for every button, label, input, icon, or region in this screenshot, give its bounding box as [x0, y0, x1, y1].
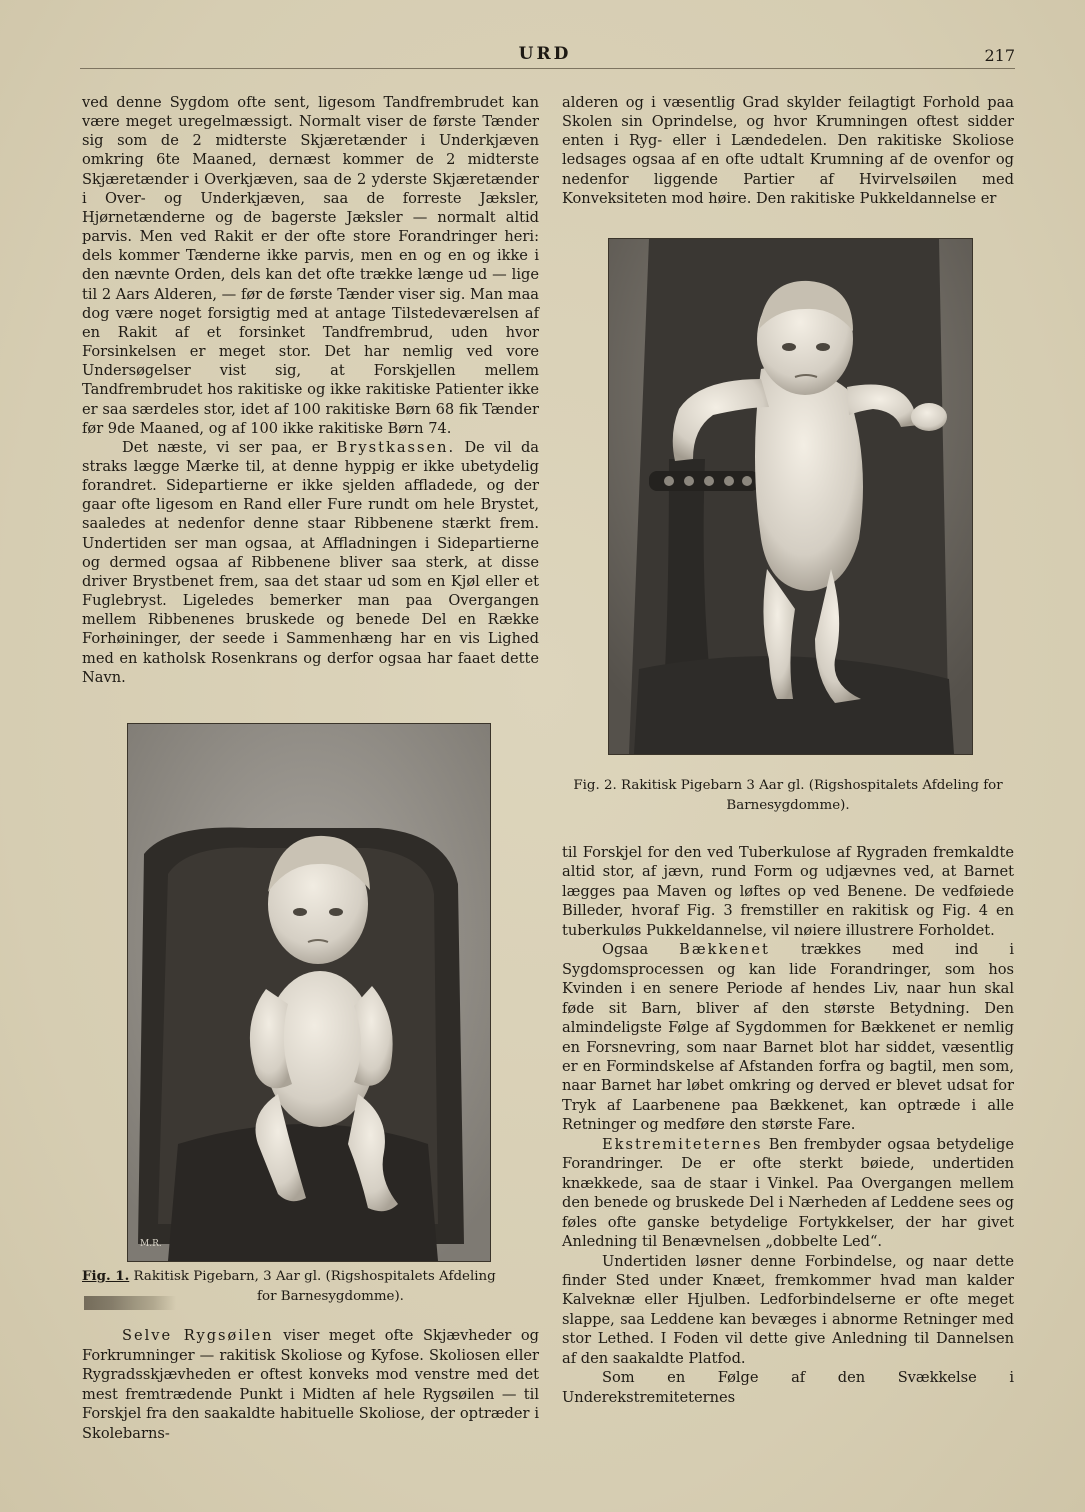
paragraph-brystkassen — [82, 438, 539, 687]
spaced-term-baekkenet: Bækkenet — [679, 941, 770, 959]
paragraph-teeth: ved denne Sygdom ofte sent, ligesom Tandfrembrudet kan være meget uregelmæssigt. Normalt viser de første Tænder sig som de 2 midterste Skjæretænder i Underkjæven omkring 6te Maaned, dernæst kommer de 2 midterste Skjæretænder i Overkjæven, saa de 2 yderste Skjæretænder i Over- og Underkjæven, saa de forreste Jæksler, Hjørnetænderne og de bagerste Jæksler — normalt altid parvis. Men ved Rakit er der ofte store Forandringer heri: dels kommer Tænderne ikke parvis, men en og en og ikke i den nævnte Orden, dels kan det ofte trække længe ud — lige til 2 Aars Alderen, — før de første Tænder viser sig. Man maa dog være noget forsigtig med at antage Tilstedeværelsen af en Rakit af et forsinket Tandfrembrud, uden hvor Forsinkelsen er meget stor. Det har nemlig ved vore Undersøgelser vist sig, at Forskjellen mellem Tandfrembrudet hos rakitiske og ikke rakitiske Patienter ikke er saa særdeles stor, idet af 100 rakitiske Børn 68 fik Tænder før 9de Maaned, og af 100 ikke rakitiske Børn 74. — [82, 94, 539, 437]
figure-1-caption-line1: Rakitisk Pigebarn, 3 Aar gl. (Rigshospitalets Afdeling — [129, 1269, 496, 1284]
paragraph-svaekkelse: Som en Følge af den Svækkelse i Underekstremiteternes — [562, 1369, 1014, 1406]
paragraph-ekstremiteter — [562, 1135, 1014, 1252]
standing-child-photo — [609, 239, 972, 754]
text-run: De vil da straks lægge Mærke til, at denne hyppig er ikke ubetydelig forandret. Sidepartierne er ikke sjelden affladede, og der gaar ofte ligesom en Rand eller Fure rundt om hele Brystet, saaledes at nedenfor denne staar Ribbenene stærkt frem. Undertiden ser man ogsaa, at Affladningen i Sidepartierne og dermed ogsaa af Ribbenene bliver saa sterk, at disse driver Brystbenet frem, saa det staar ud som en Kjøl eller et Fuglebryst. Ligeledes bemerker man paa Overgangen mellem Ribbenenes bruskede og benede Del en Række Forhøininger, der seede i Sammenhæng har en vis Lighed med en katholsk Rosenkrans og derfor ogsaa har faaet dette Navn. — [82, 438, 539, 686]
paragraph-tuberkulose: til Forskjel for den ved Tuberkulose af Rygraden fremkaldte altid stor, af jævn, rund Form og udjævnes ved, at Barnet lægges paa Maven og løftes op ved Benene. De vedføiede Billeder, hvoraf Fig. 3 fremstiller en rakitisk og Fig. 4 en tuberkuløs Pukkeldannelse, vil nøiere illustrere Forholdet. — [562, 844, 1014, 939]
text-run: Det næste, vi ser paa, er — [122, 438, 337, 456]
seated-child-photo — [128, 724, 490, 1261]
right-column-text — [562, 93, 1014, 208]
figure-1-photo — [127, 723, 491, 1262]
page-number: 217 — [984, 46, 1015, 65]
paragraph-rygsoilen — [82, 1326, 539, 1444]
figure-1-label: Fig. 1. — [82, 1268, 130, 1284]
text-run: Ogsaa — [602, 941, 680, 959]
spaced-term-ekstremiteternes: Ekstremiteternes — [602, 1135, 763, 1153]
text-run: viser meget ofte Skjævheder og Forkrumninger — rakitisk Skoliose og Kyfose. Skoliosen eller Rygradsskjævheden er oftest konveks mod venstre med det mest fremtrædende Punkt i Midten af hele Rygsøilen — til Forskjel fra den saakaldte habituelle Skoliose, der optræder i Skolebarns- — [82, 1327, 539, 1442]
left-column-text — [82, 93, 539, 687]
spaced-term-rygsoilen: Selve Rygsøilen — [122, 1327, 274, 1344]
paragraph-skoliose: alderen og i væsentlig Grad skylder feilagtigt Forhold paa Skolen sin Oprindelse, og hvor Krumningen oftest sidder enten i Ryg- eller i Lændedelen. Den rakitiske Skoliose ledsages ogsaa af en ofte udtalt Krumning af de ovenfor og nedenfor liggende Partier af Hvirvelsøilen med Konveksiteten mod høire. Den rakitiske Pukkeldannelse er — [562, 94, 1014, 207]
figure-1-caption-line2: for Barnesygdomme). — [257, 1289, 404, 1304]
header-rule — [80, 68, 1015, 69]
figure-2-caption: Fig. 2. Rakitisk Pigebarn 3 Aar gl. (Rigshospitalets Afdeling for Barnesygdomme). — [573, 778, 1003, 813]
paragraph-baekkenet — [562, 940, 1014, 1135]
text-run: trækkes med ind i Sygdomsprocessen og kan lide Forandringer, som hos Kvinden i en senere Periode af hendes Liv, naar hun skal føde sit Barn, bliver af den største Betydning. Den almindeligste Følge af Sygdommen for Bækkenet er nemlig en Forsnevring, som naar Barnet blot har siddet, væsentlig er en Formindskelse af Afstanden forfra og bagtil, men som, naar Barnet har løbet omkring og derved er blevet udsat for Tryk af Laarbenene paa Bækkenet, kan optræde i alle Retninger og medføre den største Fare. — [562, 941, 1014, 1134]
figure-1-caption — [82, 1266, 539, 1307]
photographer-signature: M.R. — [140, 1239, 162, 1249]
left-column-lower-text — [82, 1326, 539, 1444]
spaced-term-brystkassen: Brystkassen. — [336, 438, 456, 456]
figure-2-photo — [608, 238, 973, 755]
text-run: Ben frembyder ogsaa betydelige Forandringer. De er ofte sterkt bøiede, undertiden knækkede, saa de staar i Vinkel. Paa Overgangen mellem den benede og bruskede Del i Nærheden af Leddene sees og føles ofte ganske betydelige Fortykkelser, der har givet Anledning til Benævnelsen „dobbelte Led“. — [562, 1135, 1014, 1251]
running-title: URD — [518, 44, 572, 64]
right-column-lower-text — [562, 843, 1014, 1407]
paragraph-hjulben: Undertiden løsner denne Forbindelse, og naar dette finder Sted under Knæet, fremkommer hvad man kalder Kalveknæ eller Hjulben. Ledforbindelserne er ofte meget slappe, saa Leddene kan bevæges i abnorme Retninger med stor Lethed. I Foden vil dette give Anledning til Dannelsen af den saakaldte Platfod. — [562, 1252, 1014, 1367]
